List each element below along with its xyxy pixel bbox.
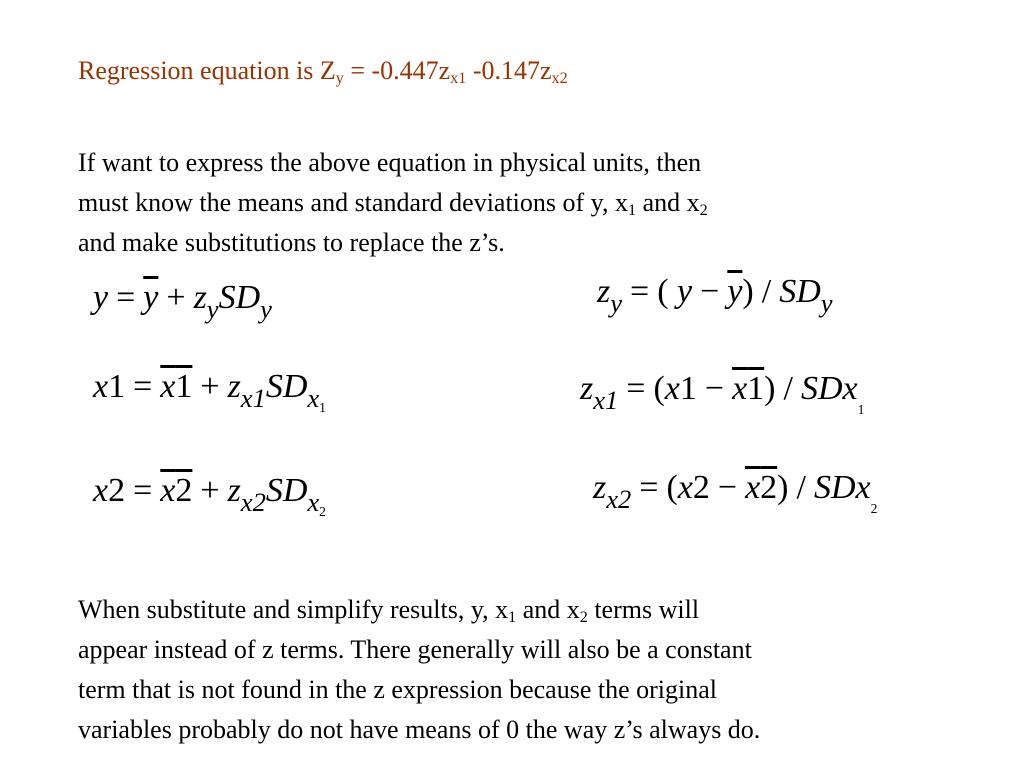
eq-var-sub: 1	[679, 370, 697, 407]
eq-lhs: x	[93, 368, 109, 405]
eq-rparen: )	[777, 469, 789, 506]
eq-z-sub: x1	[240, 383, 266, 414]
heading-sub-x1: x1	[450, 70, 467, 88]
eq-sd-sub-sub: 1	[319, 399, 326, 415]
slide-heading	[78, 56, 568, 86]
eq-z-sub: y	[610, 288, 623, 319]
equation-x2-from-zx2	[93, 472, 326, 519]
heading-coef2: -0.147z	[466, 56, 552, 85]
eq-equals: =	[626, 370, 646, 407]
eq-lparen: (	[653, 370, 665, 407]
explanation-line-2	[78, 183, 708, 223]
conclusion-line-1	[78, 590, 760, 630]
eq-sd: SD	[779, 273, 821, 310]
explanation-line-2b: and x	[636, 188, 700, 217]
equation-x1-from-zx1	[93, 368, 326, 415]
eq-equals: =	[630, 273, 650, 310]
eq-mean: $\overline{y}$	[727, 273, 743, 310]
conclusion-line-2: appear instead of z terms. There generally will also be a constant	[78, 635, 752, 664]
eq-div: /	[783, 370, 793, 407]
explanation-sub-1: 1	[628, 202, 637, 220]
eq-lhs-sub: 2	[108, 472, 126, 509]
eq-z-sub: x2	[606, 484, 632, 515]
eq-sd: SDx	[813, 469, 871, 506]
eq-lhs: x	[93, 472, 109, 509]
eq-z: z	[593, 469, 607, 506]
eq-mean: $\overline{x}$	[160, 472, 176, 509]
eq-plus: +	[200, 368, 220, 405]
eq-mean-sub: 1	[175, 368, 193, 405]
eq-lparen: (	[666, 469, 678, 506]
eq-mean-sub: 2	[760, 469, 778, 506]
conclusion-paragraph	[78, 590, 760, 750]
eq-sd-sub: x	[307, 383, 320, 414]
eq-sd: SD	[218, 279, 261, 316]
equation-zx2	[593, 469, 878, 516]
conclusion-sub-1: 1	[508, 609, 517, 627]
equation-zy	[597, 273, 833, 319]
eq-sd-sub-sub: 2	[319, 503, 326, 519]
eq-div: /	[796, 469, 806, 506]
eq-var: y	[677, 273, 693, 310]
heading-sub-y: y	[335, 70, 344, 88]
eq-var: x	[677, 469, 693, 506]
eq-sd: SD	[265, 368, 308, 405]
explanation-line-2a: must know the means and standard deviations of y, x	[78, 188, 628, 217]
eq-mean: $\overline{x}$	[160, 368, 176, 405]
eq-z: z	[227, 472, 241, 509]
eq-lparen: (	[657, 273, 669, 310]
conclusion-sub-2: 2	[579, 609, 588, 627]
explanation-sub-2: 2	[699, 202, 708, 220]
eq-minus: −	[700, 273, 720, 310]
eq-mean: $\overline{x}$	[732, 370, 748, 407]
explanation-paragraph	[78, 143, 708, 263]
eq-sd-sub-sub: 2	[870, 500, 878, 516]
eq-rparen: )	[764, 370, 776, 407]
eq-z-sub: x2	[240, 487, 266, 518]
eq-mean-sub: 2	[175, 472, 193, 509]
eq-sd: SDx	[800, 370, 858, 407]
eq-mean: $\overline{y}$	[143, 279, 159, 316]
eq-minus: −	[704, 370, 725, 407]
eq-equals: =	[133, 472, 153, 509]
eq-sd: SD	[265, 472, 308, 509]
conclusion-line-1a: When substitute and simplify results, y, x	[78, 595, 509, 624]
eq-plus: +	[166, 279, 186, 316]
heading-prefix: Regression equation is Z	[78, 56, 336, 85]
conclusion-line-1c: terms will	[587, 595, 700, 624]
equation-y-from-zy	[93, 279, 272, 325]
eq-sd-sub: y	[820, 288, 833, 319]
eq-lhs: y	[93, 279, 109, 316]
eq-div: /	[761, 273, 772, 310]
conclusion-line-1b: and x	[516, 595, 580, 624]
conclusion-line-4: variables probably do not have means of 0 the way z’s always do.	[78, 715, 761, 744]
eq-mean-sub: 1	[747, 370, 765, 407]
eq-minus: −	[717, 469, 738, 506]
heading-sub-x2: x2	[551, 70, 568, 88]
eq-equals: =	[133, 368, 153, 405]
eq-z: z	[580, 370, 594, 407]
eq-z-sub: x1	[593, 385, 619, 416]
eq-z: z	[597, 273, 611, 310]
eq-z: z	[227, 368, 241, 405]
explanation-line-3: and make substitutions to replace the z’s.	[78, 228, 505, 257]
eq-plus: +	[200, 472, 220, 509]
eq-sd-sub: x	[307, 487, 320, 518]
equation-zx1	[580, 370, 865, 417]
eq-sd-sub: y	[260, 294, 272, 325]
eq-var-sub: 2	[692, 469, 710, 506]
eq-sd-sub-sub: 1	[857, 401, 865, 417]
heading-coef1: = -0.447z	[343, 56, 451, 85]
eq-mean: $\overline{x}$	[745, 469, 761, 506]
eq-equals: =	[116, 279, 136, 316]
eq-z: z	[193, 279, 207, 316]
eq-lhs-sub: 1	[108, 368, 126, 405]
eq-rparen: )	[742, 273, 754, 310]
eq-z-sub: y	[206, 294, 219, 325]
explanation-line-1: If want to express the above equation in physical units, then	[78, 148, 702, 177]
eq-var: x	[664, 370, 680, 407]
conclusion-line-3: term that is not found in the z expression because the original	[78, 675, 717, 704]
eq-equals: =	[639, 469, 659, 506]
